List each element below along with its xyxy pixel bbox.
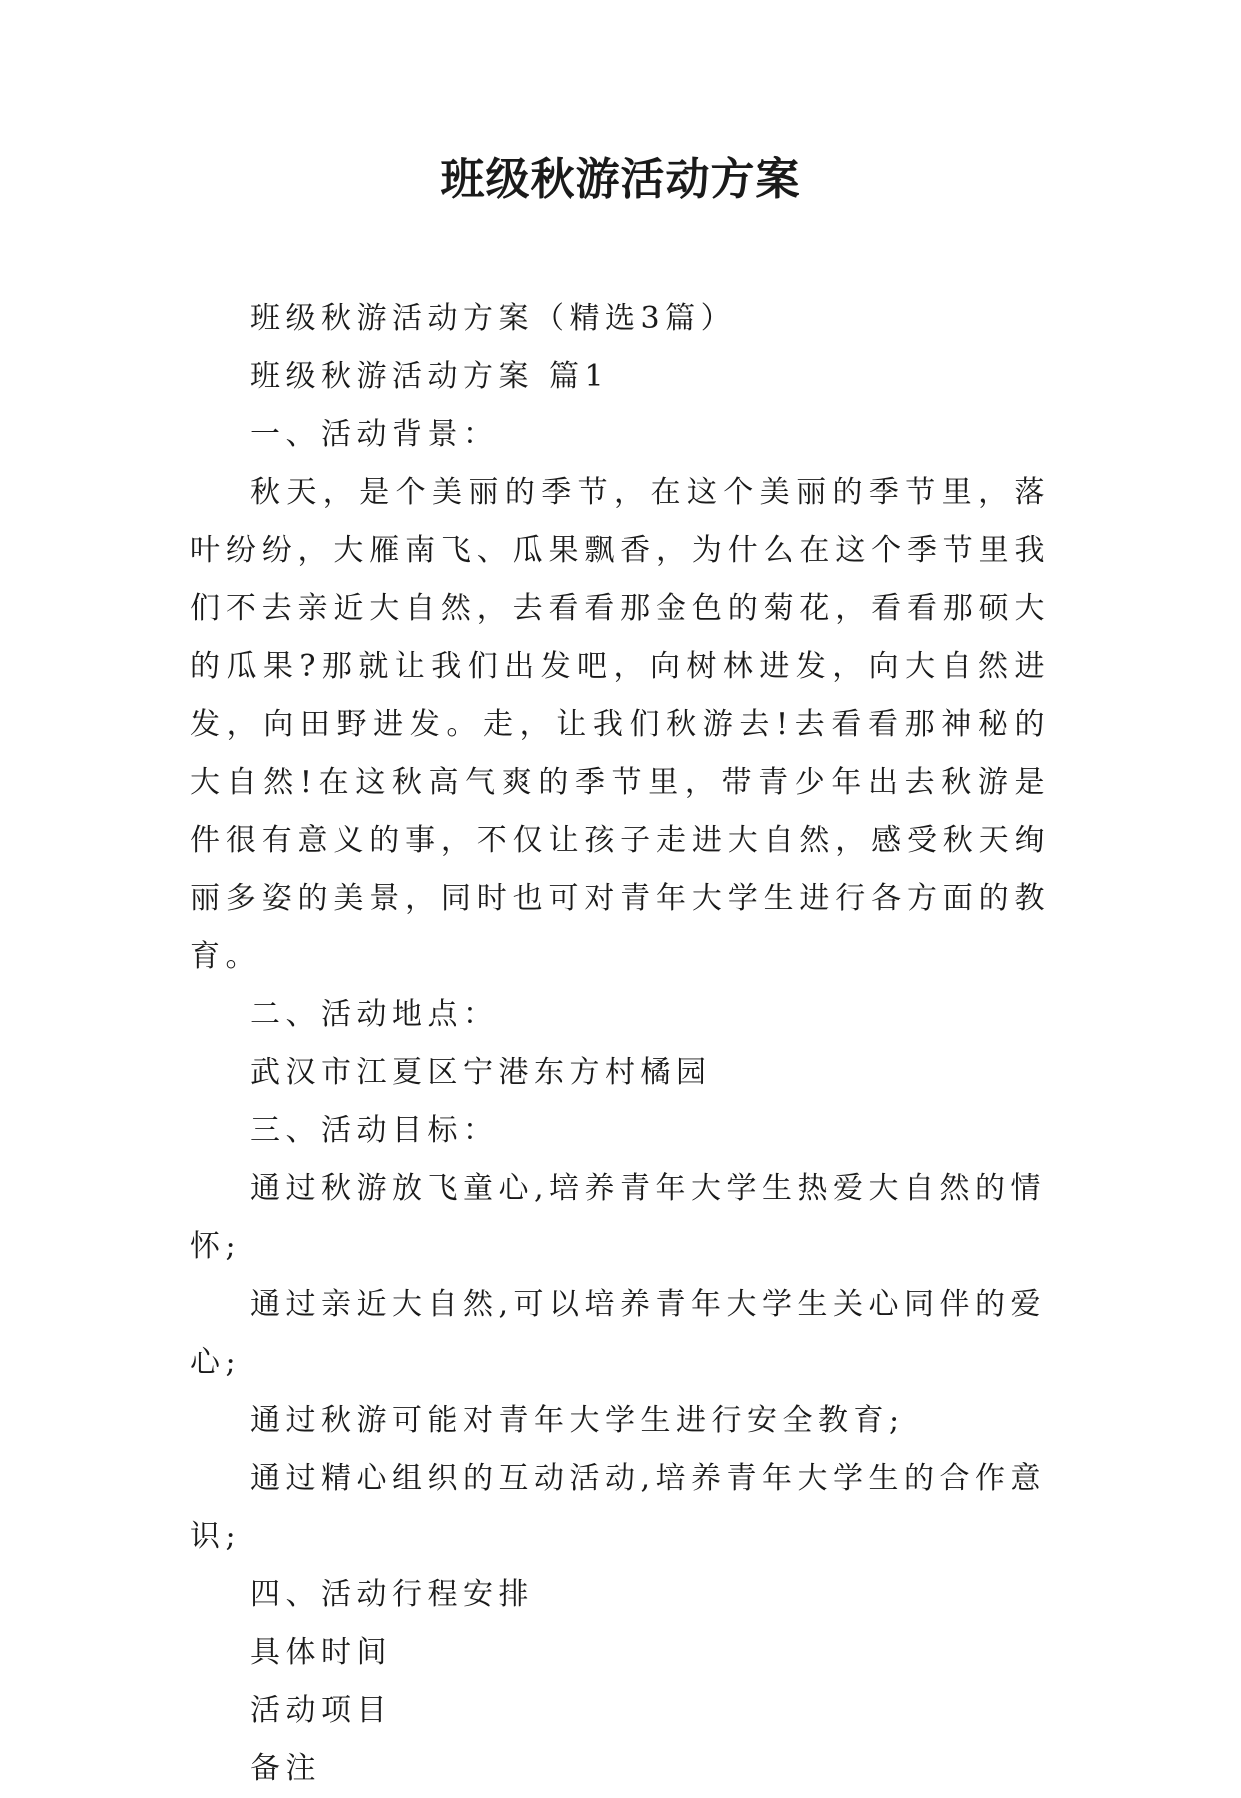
goal-item: 通过精心组织的互动活动,培养青年大学生的合作意识; xyxy=(190,1461,1047,1554)
subtitle-line: 班级秋游活动方案（精选3篇） xyxy=(250,301,737,336)
heading-schedule: 四、活动行程安排 xyxy=(250,1577,534,1612)
goal-item: 通过秋游放飞童心,培养青年大学生热爱大自然的情怀; xyxy=(190,1171,1047,1264)
heading-location: 二、活动地点： xyxy=(250,997,499,1032)
document-title: 班级秋游活动方案 xyxy=(440,154,801,205)
schedule-column-time: 具体时间 xyxy=(250,1635,392,1670)
heading-goals: 三、活动目标： xyxy=(250,1113,499,1148)
goal-item: 通过秋游可能对青年大学生进行安全教育; xyxy=(250,1403,905,1438)
background-paragraph: 秋天，是个美丽的季节，在这个美丽的季节里，落叶纷纷，大雁南飞、瓜果飘香，为什么在这个季节里我们不去亲近大自然，去看看那金色的菊花，看看那硕大的瓜果?那就让我们出发吧，向树林进发，向大自然进发，向田野进发。走，让我们秋游去!去看看那神秘的大自然!在这秋高气爽的季节里，带青少年出去秋游是件很有意义的事，不仅让孩子走进大自然，感受秋天绚丽多姿的美景，同时也可对青年大学生进行各方面的教育。 xyxy=(190,475,1050,974)
schedule-column-notes: 备注 xyxy=(250,1751,321,1786)
document-body xyxy=(190,290,1050,1798)
goal-item: 通过亲近大自然,可以培养青年大学生关心同伴的爱心; xyxy=(190,1287,1047,1380)
schedule-column-activity: 活动项目 xyxy=(250,1693,392,1728)
section-heading-part-1: 班级秋游活动方案 篇1 xyxy=(250,359,610,394)
location-text: 武汉市江夏区宁港东方村橘园 xyxy=(250,1055,712,1090)
heading-background: 一、活动背景： xyxy=(250,417,499,452)
